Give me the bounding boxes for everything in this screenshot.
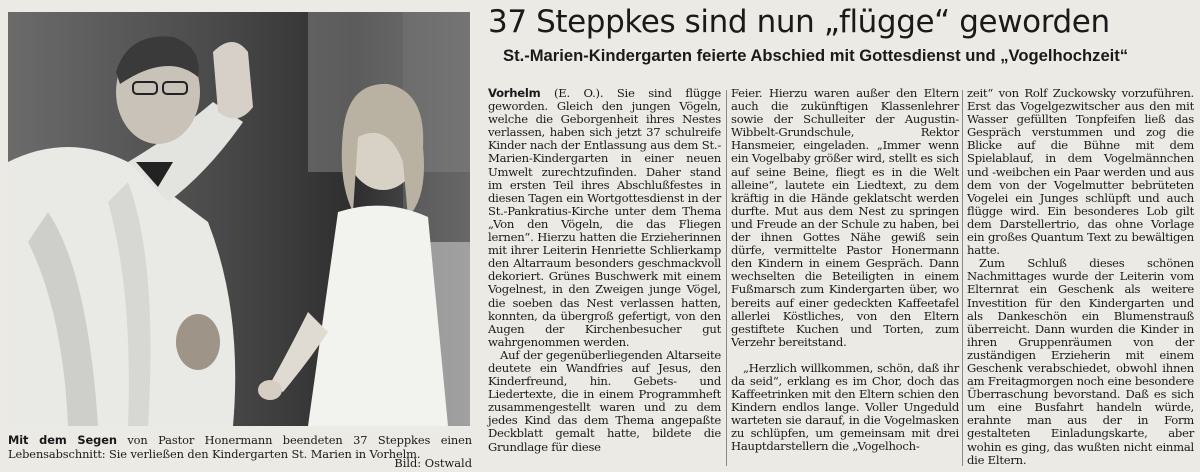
article-paragraph: Zum Schluß dieses schönen Nachmittages wurde der Leiterin vom Elternrat ein Geschenk als weitere Investition für den Kindergarten und als Dankeschön ein Blumenstrauß überreicht. Dann wurden die Kinder in ihren Gruppenräumen von der zuständigen Erzieherin mit einem Geschenk verabschiedet, obwohl ihnen am Freitagmorgen noch eine besondere Überraschung bevorstand. Daß es sich um eine Busfahrt handeln würde, erahnte man aus der in Form gestalteten Einladungskarte, aber wohin es ging, das wußten nicht einmal die Eltern. bbox=[967, 256, 1194, 467]
article-subheadline: St.-Marien-Kindergarten feierte Abschied mit Gottesdienst und „Vogelhochzeit“ bbox=[503, 46, 1129, 65]
article-column-3 bbox=[967, 87, 1194, 467]
photo-image bbox=[8, 12, 470, 426]
article-paragraph bbox=[488, 87, 721, 349]
article-column-2 bbox=[731, 87, 959, 454]
article-paragraph: zeit“ von Rolf Zuckowsky vorzuführen. Erst das Vogelgezwitscher aus den mit Wasser gefüllten Tonpfeifen ließ das Gespräch verstummen und zog die Blicke auf die Bühne mit dem Spielablauf, in dem Vogelmännchen und -weibchen ein Paar werden und aus dem von der Vogelmutter bebrüteten Vogelei ein Junges schlüpft und auch flügge wird. Ein besonderes Lob gilt dem Darstellertrio, das ohne Vorlage ein großes Quantum Text zu bewältigen hatte. bbox=[967, 86, 1194, 258]
article-column-1 bbox=[488, 87, 721, 454]
article-paragraph: Feier. Hierzu waren außer den Eltern auch die zukünftigen Klassenlehrer sowie der Schulleiter der Augustin-Wibbelt-Grundschule, Rektor Hansmeier, eingeladen. „Immer wenn ein Vogelbaby größer wird, stellt es sich auf seine Beine, fliegt es in die Welt alleine“, lautete ein Liedtext, zu dem kräftig in die Hände geklatscht werden durfte. Mut aus dem Nest zu springen und Freude an der Schule zu haben, bei der ihnen Gottes Nähe gewiß sein dürfe, vermittelte Pastor Honermann den Kindern in einem Gespräch. Dann wechselten die Beteiligten in einem Fußmarsch zum Kindergarten über, wo bereits auf einer gedeckten Kaffeetafel allerlei Köstliches, von den Eltern gestiftete Kuchen und Torten, zum Verzehr bereitstand. bbox=[731, 86, 959, 349]
column-divider bbox=[726, 90, 727, 466]
dateline: Vorhelm bbox=[488, 86, 541, 100]
article-paragraph: „Herzlich willkommen, schön, daß ihr da seid“, erklang es im Chor, doch das Kaffeetrinken mit den Eltern schien den Kindern endlos lange. Voller Ungeduld warteten sie darauf, in die Vogelmasken zu schlüpfen, um gemeinsam mit drei Hauptdarstellern die „Vogelhoch- bbox=[731, 360, 959, 454]
article-paragraph: Auf der gegenüberliegenden Altarseite deutete ein Wandfries auf Jesus, den Kinderfreund, hin. Gebets- und Liedertexte, die in einem Programmheft zusammengestellt waren und zu dem jedes Kind das dem Thema angepaßte Deckblatt gemalt hatte, bildete die Grundlage für diese bbox=[488, 347, 721, 454]
column-divider bbox=[962, 90, 963, 466]
caption-lead: Mit dem Segen bbox=[8, 433, 117, 447]
paragraph-text: (E. O.). Sie sind flügge geworden. Gleich den jungen Vögeln, welche die Geborgenheit ihres Nestes verlassen, haben sich jetzt 37 schulreife Kinder nach der Entlassung aus dem St.-Marien-Kindergarten in einer neuen Umwelt zurechtzufinden. Daher stand im ersten Teil ihres Abschlußfestes in diesen Tagen ein Wortgottesdienst in der St.-Pankratius-Kirche unter dem Thema „Von den Vögeln, die das Fliegen lernen“. Hierzu hatten die Erzieherinnen mit ihrer Leiterin Henriette Schlierkamp den Altarraum besonders geschmackvoll dekoriert. Grünes Buschwerk mit einem Vogelnest, in den Zweigen junge Vögel, die soeben das Nest verlassen hatten, konnten, da übergroß gefertigt, von den Augen der Kirchenbesucher gut wahrgenommen werden. bbox=[488, 86, 721, 349]
caption-text: von Pastor Honermann beendeten 37 Steppkes einen Lebensabschnitt: Sie verließen den Kindergarten St. Marien in Vorhelm. bbox=[8, 433, 472, 461]
photo-credit: Bild: Ostwald bbox=[394, 456, 472, 470]
news-photo bbox=[8, 12, 470, 426]
article-headline: 37 Steppkes sind nun „flügge“ geworden bbox=[488, 4, 1110, 40]
